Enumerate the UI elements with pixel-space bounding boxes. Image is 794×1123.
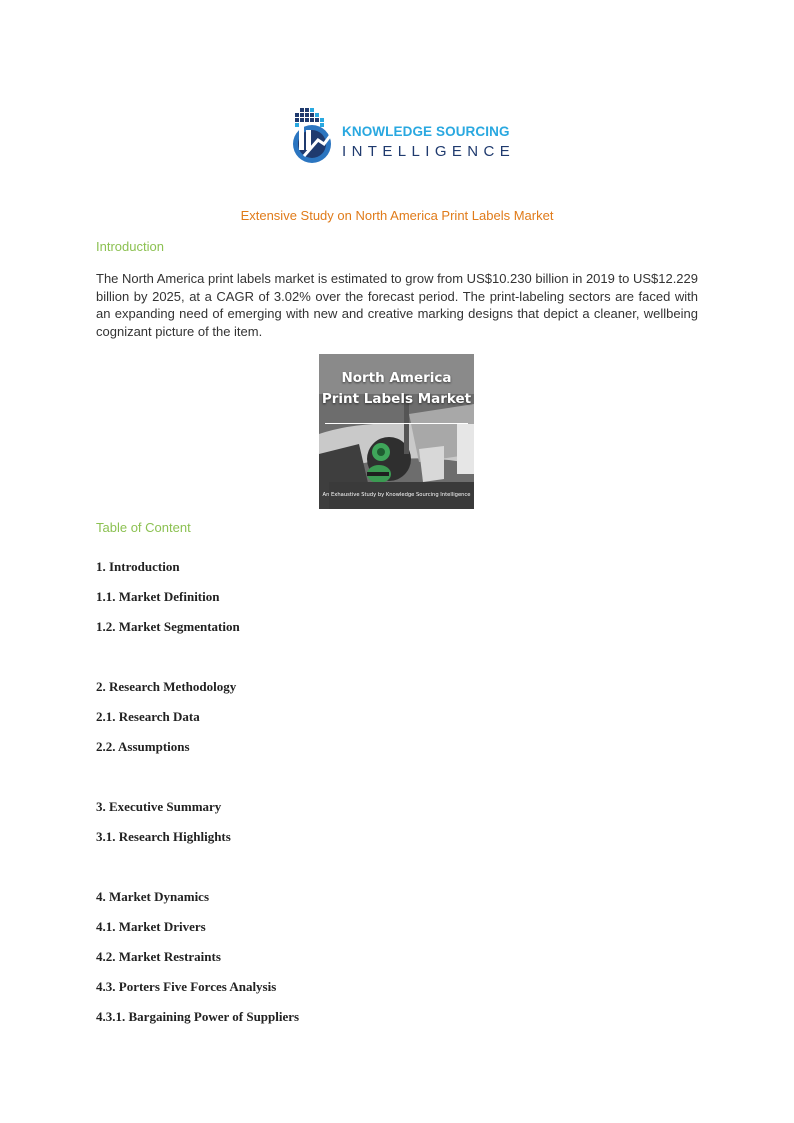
logo-mark-icon	[290, 104, 342, 166]
cover-divider	[325, 423, 468, 424]
introduction-body: The North America print labels market is estimated to grow from US$10.230 billion in 2019 to US$12.229 billion by 2025, at a CAGR of 3.02% over the forecast period. The print-labeling sectors are faced with an expanding need of emerging with new and creative marking designs that depict a cleaner, wellbeing cognizant picture of the item.	[96, 271, 698, 339]
introduction-heading: Introduction	[96, 239, 164, 254]
logo-text-line2: INTELLIGENCE	[342, 143, 516, 160]
report-cover-image	[319, 354, 474, 509]
cover-caption: An Exhaustive Study by Knowledge Sourcing Intelligence	[322, 492, 471, 498]
toc-item: 3.1. Research Highlights	[96, 829, 231, 844]
toc-item: 4.3.1. Bargaining Power of Suppliers	[96, 1009, 300, 1024]
toc-item: 4.3. Porters Five Forces Analysis	[96, 979, 277, 994]
toc-item: 1.1. Market Definition	[96, 589, 220, 604]
document-title: Extensive Study on North America Print Labels Market	[240, 208, 554, 223]
toc-item: 1. Introduction	[96, 559, 180, 574]
toc-item: 2.2. Assumptions	[96, 739, 190, 754]
toc-item: 2. Research Methodology	[96, 679, 237, 694]
logo-text-line1: KNOWLEDGE SOURCING	[342, 124, 510, 139]
company-logo	[290, 104, 515, 166]
toc-item: 1.2. Market Segmentation	[96, 619, 240, 634]
toc-heading: Table of Content	[96, 520, 191, 535]
toc-item: 4.1. Market Drivers	[96, 919, 206, 934]
toc-item: 2.1. Research Data	[96, 709, 200, 724]
toc-item: 4.2. Market Restraints	[96, 949, 221, 964]
cover-title-line1: North America	[341, 370, 452, 386]
toc-item: 3. Executive Summary	[96, 799, 222, 814]
toc-item: 4. Market Dynamics	[96, 889, 210, 904]
cover-title-line2: Print Labels Market	[321, 391, 472, 407]
cover-title	[319, 368, 474, 410]
